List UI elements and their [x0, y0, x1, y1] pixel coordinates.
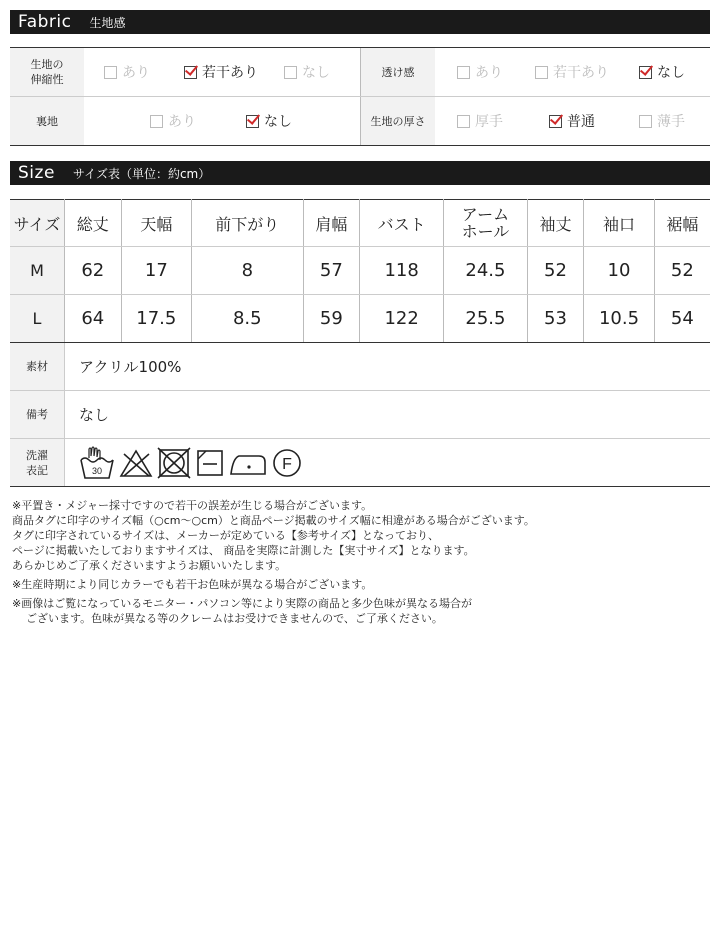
- thickness-option-normal[interactable]: 普通: [549, 111, 639, 131]
- checkbox-icon: [104, 66, 117, 79]
- checkbox-icon: [639, 115, 652, 128]
- table-cell: 122: [360, 295, 444, 343]
- checkbox-icon: [457, 66, 470, 79]
- remarks-row: [10, 390, 710, 438]
- table-cell: 62: [65, 247, 122, 295]
- care-label: 洗濯 表記: [10, 439, 65, 486]
- table-cell: 10.5: [584, 295, 654, 343]
- table-cell: 53: [527, 295, 584, 343]
- thickness-option-thick[interactable]: 厚手: [457, 111, 549, 131]
- table-cell: 17: [121, 247, 191, 295]
- table-cell: 24.5: [444, 247, 527, 295]
- sheer-option-no[interactable]: なし: [639, 62, 685, 82]
- size-header-cell: 総丈: [65, 200, 122, 247]
- size-subtitle: サイズ表（単位：約cm）: [72, 166, 211, 181]
- table-cell: 54: [654, 295, 710, 343]
- care-icons: [65, 439, 303, 486]
- table-cell: 57: [303, 247, 360, 295]
- sheer-option-slight[interactable]: 若干あり: [535, 62, 639, 82]
- size-header-cell: 前下がり: [192, 200, 303, 247]
- dry-flat-shade-icon: [195, 448, 225, 478]
- note-line: タグに印字されているサイズは、メーカーが定めている【参考サイズ】となっており、: [12, 529, 440, 542]
- lining-option-yes[interactable]: あり: [150, 111, 246, 131]
- fabric-title: Fabric: [18, 12, 72, 32]
- checked-box-icon: [549, 115, 562, 128]
- material-row: [10, 343, 710, 390]
- size-header-cell: 裾幅: [654, 200, 710, 247]
- no-tumble-dry-icon: [157, 447, 191, 479]
- svg-text:F: F: [282, 455, 292, 473]
- stretch-option-slight[interactable]: 若干あり: [184, 62, 284, 82]
- care-row: [10, 438, 710, 486]
- note-line: ございます。色味が異なる等のクレームはお受けできませんので、ご了承ください。: [26, 612, 443, 625]
- size-header-cell: 肩幅: [303, 200, 360, 247]
- table-row: [10, 295, 710, 343]
- table-cell: 25.5: [444, 295, 527, 343]
- table-cell: 52: [654, 247, 710, 295]
- thickness-option-thin[interactable]: 薄手: [639, 111, 685, 131]
- notes: [12, 498, 712, 626]
- sheer-option-yes[interactable]: あり: [457, 62, 535, 82]
- table-cell: 118: [360, 247, 444, 295]
- fabric-label-stretch: 生地の 伸縮性: [10, 48, 84, 96]
- no-bleach-icon: [119, 448, 153, 478]
- fabric-row: [10, 48, 710, 96]
- remarks-label: 備考: [10, 391, 65, 438]
- stretch-option-yes[interactable]: あり: [104, 62, 184, 82]
- dry-clean-f-icon: [271, 447, 303, 479]
- table-cell: 64: [65, 295, 122, 343]
- note-line: ※平置き・メジャー採寸ですので若干の誤差が生じる場合がございます。: [12, 499, 373, 512]
- fabric-label-thickness: 生地の厚さ: [361, 97, 435, 145]
- table-cell: 10: [584, 247, 654, 295]
- fabric-table: [10, 47, 710, 146]
- armhole-header: アーム ホール: [461, 204, 510, 241]
- size-header-bar: [10, 161, 710, 185]
- checkbox-icon: [457, 115, 470, 128]
- size-header-cell: バスト: [360, 200, 444, 247]
- size-label-m: M: [10, 247, 65, 295]
- table-row: [10, 247, 710, 295]
- note-line: ※生産時期により同じカラーでも若干お色味が異なる場合がございます。: [12, 578, 373, 591]
- svg-text:30: 30: [91, 465, 103, 476]
- product-info-table: [10, 342, 710, 487]
- checkbox-icon: [535, 66, 548, 79]
- size-title: Size: [18, 163, 55, 183]
- remarks-value: なし: [79, 406, 110, 424]
- checked-box-icon: [639, 66, 652, 79]
- note-line: ※画像はご覧になっているモニター・パソコン等により実際の商品と多少色味が異なる場合が: [12, 597, 472, 610]
- fabric-label-sheer: 透け感: [361, 48, 435, 96]
- fabric-subtitle: 生地感: [89, 15, 126, 30]
- size-header-cell: 袖口: [584, 200, 654, 247]
- table-cell: 59: [303, 295, 360, 343]
- lining-option-no[interactable]: なし: [246, 111, 292, 131]
- size-header-cell: 天幅: [121, 200, 191, 247]
- stretch-option-no[interactable]: なし: [284, 62, 330, 82]
- table-cell: 8: [192, 247, 303, 295]
- hand-wash-30-icon: [79, 446, 115, 480]
- note-line: あらかじめご了承くださいますようお願いいたします。: [12, 559, 287, 572]
- material-value: アクリル100%: [79, 358, 182, 376]
- checkbox-icon: [150, 115, 163, 128]
- checked-box-icon: [184, 66, 197, 79]
- iron-low-icon: [229, 448, 267, 478]
- note-line: 商品タグに印字のサイズ幅（○cm〜○cm）と商品ページ掲載のサイズ幅に相違がある場合がございます。: [12, 514, 535, 527]
- checkbox-icon: [284, 66, 297, 79]
- table-cell: 8.5: [192, 295, 303, 343]
- size-table: [10, 199, 710, 343]
- checked-box-icon: [246, 115, 259, 128]
- material-label: 素材: [10, 343, 65, 390]
- size-label-l: L: [10, 295, 65, 343]
- fabric-row: [10, 96, 710, 145]
- size-header-cell: サイズ: [10, 200, 65, 247]
- note-line: ページに掲載いたしておりますサイズは、 商品を実際に計測した【実寸サイズ】となります。: [12, 544, 475, 557]
- fabric-header-bar: [10, 10, 710, 34]
- size-header-cell: 袖丈: [527, 200, 584, 247]
- fabric-label-lining: 裏地: [10, 97, 84, 145]
- size-table-header: [10, 200, 710, 247]
- table-cell: 52: [527, 247, 584, 295]
- table-cell: 17.5: [121, 295, 191, 343]
- size-header-cell: [444, 200, 527, 247]
